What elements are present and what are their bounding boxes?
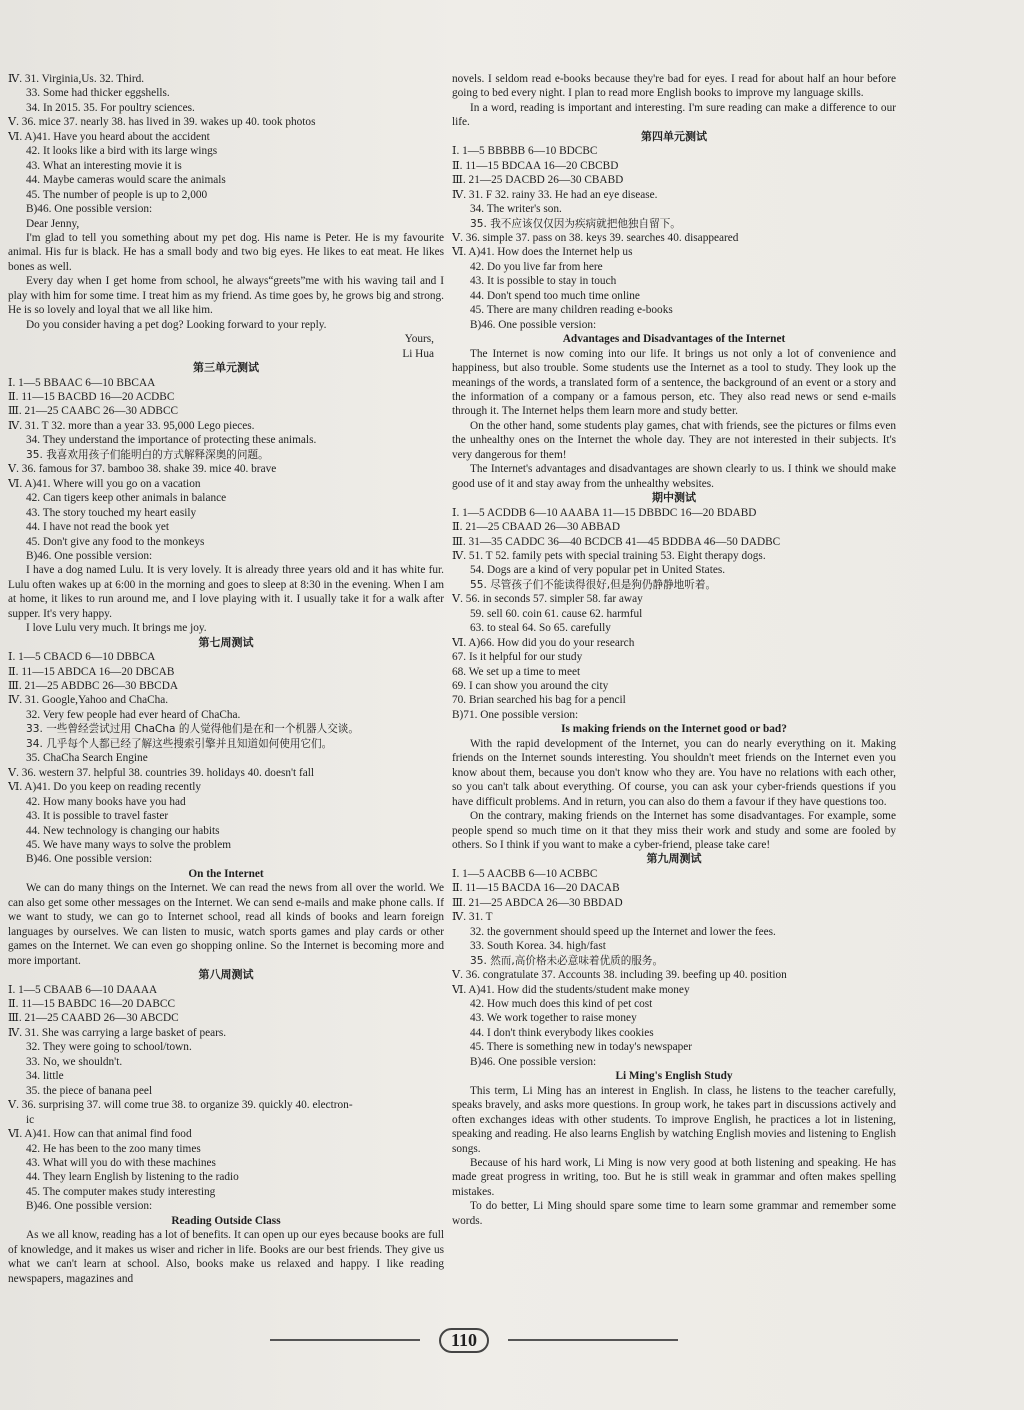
- left-column-line: Reading Outside Class: [171, 1214, 281, 1227]
- left-column-line: B)46. One possible version:: [26, 549, 153, 562]
- right-column-line: Is making friends on the Internet good or bad?: [561, 723, 787, 736]
- left-column-line: Dear Jenny,: [26, 217, 80, 230]
- footer-ornament-left: [270, 1339, 420, 1341]
- left-column-line: 第三单元测试: [193, 361, 259, 375]
- right-column-line: 67. Is it helpful for our study: [452, 651, 583, 664]
- right-column-line: 55. 尽管孩子们不能读得很好,但是狗仍静静地听着。: [470, 578, 717, 591]
- right-column-line: 42. Do you live far from here: [470, 260, 603, 273]
- left-column-line: Ⅲ. 21—25 ABDBC 26—30 BBCDA: [8, 680, 179, 693]
- right-column-line: 63. to steal 64. So 65. carefully: [470, 622, 611, 635]
- right-column-line: 35. 我不应该仅仅因为疾病就把他独自留下。: [470, 217, 681, 230]
- right-column-line: The Internet's advantages and disadvantages are shown clearly to us. I think we should make good use of it and stay away from the unhealthy websites.: [452, 463, 896, 490]
- left-column-line: 34. They understand the importance of protecting these animals.: [26, 434, 317, 447]
- right-column-line: 43. We work together to raise money: [470, 1012, 637, 1025]
- right-column-line: Ⅱ. 21—25 CBAAD 26—30 ABBAD: [452, 521, 621, 534]
- right-column-line: On the contrary, making friends on the Internet has some disadvantages. For example, some people spend so much time on it that they miss their work and study and some are fooled by others. So I think if you want to make a cyber-friend, please take care!: [452, 810, 896, 852]
- left-column-line: 35. ChaCha Search Engine: [26, 752, 148, 765]
- right-column-line: B)71. One possible version:: [452, 708, 579, 721]
- right-column-line: In a word, reading is important and interesting. I'm sure reading can make a difference to our life.: [452, 101, 896, 129]
- left-column-line: 44. They learn English by listening to the radio: [26, 1171, 239, 1184]
- left-column-line: 33. No, we shouldn't.: [26, 1055, 123, 1068]
- left-column-line: Yours,: [404, 333, 434, 346]
- right-column-line: 69. I can show you around the city: [452, 680, 609, 693]
- right-column-line: Ⅳ. 31. F 32. rainy 33. He had an eye disease.: [452, 188, 658, 201]
- left-column-line: Ⅳ. 31. Google,Yahoo and ChaCha.: [8, 694, 169, 707]
- right-column-line: Ⅴ. 56. in seconds 57. simpler 58. far away: [452, 593, 643, 606]
- right-column-line: 44. Don't spend too much time online: [470, 289, 640, 302]
- left-column-line: 44. I have not read the book yet: [26, 521, 170, 534]
- left-column-line: 43. What an interesting movie it is: [26, 159, 182, 172]
- left-column-line: Ⅲ. 21—25 CAABC 26—30 ADBCC: [8, 405, 179, 418]
- left-column-line: Ⅴ. 36. mice 37. nearly 38. has lived in 39. wakes up 40. took photos: [8, 116, 316, 129]
- left-column-line: 45. The computer makes study interesting: [26, 1185, 216, 1198]
- left-column-line: Ⅵ. A)41. How can that animal find food: [8, 1128, 192, 1141]
- left-column-line: Ⅰ. 1—5 BBAAC 6—10 BBCAA: [8, 376, 156, 389]
- right-column-line: 第九周测试: [646, 852, 702, 866]
- left-column-line: ic: [26, 1113, 35, 1126]
- left-column-line: 45. The number of people is up to 2,000: [26, 188, 208, 201]
- right-column-line: Ⅰ. 1—5 ACDDB 6—10 AAABA 11—15 DBBDC 16—20 BDABD: [452, 506, 757, 519]
- right-column-line: 第四单元测试: [641, 129, 707, 143]
- left-column-line: 45. Don't give any food to the monkeys: [26, 535, 205, 548]
- right-column-line: 59. sell 60. coin 61. cause 62. harmful: [470, 607, 643, 620]
- left-column: [8, 72, 444, 1322]
- right-column-line: 34. The writer's son.: [470, 203, 562, 216]
- right-column-line: Ⅰ. 1—5 BBBBB 6—10 BDCBC: [452, 145, 598, 158]
- right-column-line: Ⅲ. 21—25 DACBD 26—30 CBABD: [452, 174, 624, 187]
- left-column-line: Ⅴ. 36. famous for 37. bamboo 38. shake 39. mice 40. brave: [8, 463, 277, 476]
- right-column-line: Ⅴ. 36. congratulate 37. Accounts 38. including 39. beefing up 40. position: [452, 969, 787, 982]
- left-column-line: 42. How many books have you had: [26, 795, 186, 808]
- left-column-line: 32. Very few people had ever heard of ChaCha.: [26, 708, 241, 721]
- right-column-line: 33. South Korea. 34. high/fast: [470, 940, 606, 953]
- left-column-line: Ⅵ. A)41. Do you keep on reading recently: [8, 781, 202, 794]
- left-column-line: 42. It looks like a bird with its large wings: [26, 145, 218, 158]
- right-column-line: Because of his hard work, Li Ming is now very good at both listening and speaking. He has made great progress in writing, too. But he is still weak in grammar and often makes spelling mistakes.: [452, 1156, 896, 1198]
- right-column-line: This term, Li Ming has an interest in English. In class, he listens to the teacher carefully, speaks bravely, and asks more questions. In group work, he takes part in discussions actively and often exchanges ideas with other students. To improve English, he practices a lot in listening, speaking and reading. He also learns English by watching English movies and listening to English songs.: [452, 1084, 896, 1155]
- left-column-line: Every day when I get home from school, he always“greets”me with his waving tail and I play with him for some time. I treat him as my friend. As time goes by, he grows big and strong. He is so lovely and loyal that we all like him.: [8, 275, 444, 317]
- left-column-line: 35. 我喜欢用孩子们能明白的方式解释深奥的问题。: [26, 448, 269, 461]
- footer-ornament-right: [508, 1339, 678, 1341]
- right-column-line: 45. There are many children reading e-books: [470, 304, 673, 317]
- left-column-line: 第八周测试: [198, 968, 254, 982]
- right-column-line: Advantages and Disadvantages of the Internet: [562, 333, 786, 346]
- right-column-line: The Internet is now coming into our life. It brings us not only a lot of convenience and happiness, but also trouble. Some students use the Internet as a tool to study. They look up the meanings of the words, a translated form of a sentence, the background of an event or a story and the information of a company or a famous person, etc. They also read news or send e-mails through it. The Internet helps them learn more and study better.: [452, 347, 896, 418]
- right-column-line: 35. 然而,高价格未必意味着优质的服务。: [470, 954, 664, 967]
- right-column-line: Ⅵ. A)41. How does the Internet help us: [452, 246, 633, 259]
- right-column-line: Ⅳ. 31. T: [452, 911, 493, 924]
- left-column-line: Ⅱ. 11—15 BABDC 16—20 DABCC: [8, 998, 176, 1010]
- left-column-line: Do you consider having a pet dog? Looking forward to your reply.: [26, 318, 327, 331]
- right-column-line: 44. I don't think everybody likes cookies: [470, 1026, 654, 1039]
- right-column-line: Ⅵ. A)66. How did you do your research: [452, 636, 635, 649]
- left-column-line: I'm glad to tell you something about my pet dog. His name is Peter. He is my favourite animal. His fur is black. He has a small body and two big eyes. He likes to eat meat. He likes bones as well.: [8, 231, 444, 273]
- right-column-line: 32. the government should speed up the Internet and lower the fees.: [470, 925, 776, 938]
- left-column-line: 32. They were going to school/town.: [26, 1041, 192, 1054]
- left-column-line: 43. The story touched my heart easily: [26, 506, 197, 519]
- right-column-line: 70. Brian searched his bag for a pencil: [452, 694, 626, 707]
- right-column-line: Ⅲ. 21—25 ABDCA 26—30 BBDAD: [452, 896, 623, 909]
- left-column-line: 第七周测试: [198, 635, 254, 649]
- left-column-line: B)46. One possible version:: [26, 203, 153, 216]
- left-column-line: 34. little: [26, 1070, 64, 1083]
- left-column-line: Ⅲ. 21—25 CAABD 26—30 ABCDC: [8, 1012, 179, 1025]
- right-column-line: 54. Dogs are a kind of very popular pet in United States.: [470, 564, 726, 577]
- left-column-line: Ⅱ. 11—15 BACBD 16—20 ACDBC: [8, 390, 175, 403]
- right-column-line: Ⅱ. 11—15 BACDA 16—20 DACAB: [452, 882, 620, 895]
- page-footer: [0, 1326, 1024, 1356]
- right-column-line: Ⅲ. 31—35 CADDC 36—40 BCDCB 41—45 BDDBA 46—50 DADBC: [452, 535, 781, 548]
- right-column-line: Ⅳ. 51. T 52. family pets with special training 53. Eight therapy dogs.: [452, 549, 766, 562]
- left-column-line: 34. 几乎每个人都已经了解这些搜索引擎并且知道如何使用它们。: [26, 737, 333, 750]
- left-column-line: 44. Maybe cameras would scare the animals: [26, 174, 226, 187]
- right-column-line: 期中测试: [652, 491, 696, 505]
- left-column-line: As we all know, reading has a lot of benefits. It can open up our eyes because books are full of knowledge, and it makes us wiser and richer in life. Books are our best friends. They give us what we can't learn at school. Also, books make us relaxed and happy. I like reading newspapers, magazines and: [8, 1229, 444, 1285]
- right-column-line: Li Ming's English Study: [615, 1070, 733, 1083]
- left-column-line: Ⅰ. 1—5 CBACD 6—10 DBBCA: [8, 651, 156, 664]
- right-column-line: 43. It is possible to stay in touch: [470, 275, 617, 288]
- left-column-line: 44. New technology is changing our habits: [26, 824, 220, 837]
- right-column-line: With the rapid development of the Internet, you can do nearly everything on it. Making friends on the Internet sounds interesting. You shouldn't meet friends on the Internet even you know about them, because you don't know who they are. You have no relations with each other, so you can't talk about everything. Of course, you can ask your cyber-friends questions if you have difficult problems. And in return, you can also do them a favour if they have questions too.: [452, 737, 896, 808]
- left-column-line: We can do many things on the Internet. We can read the news from all over the world. We can also get some other messages on the Internet. We can send e-mails and make phone calls. If we want to study, we can go to Internet school, read all kinds of books and learn foreign languages by ourselves. We can listen to music, watch sports games and play cards or other games on the Internet. We can even go shopping online. So the Internet is becoming more and more important.: [8, 882, 444, 967]
- left-column-line: Ⅳ. 31. T 32. more than a year 33. 95,000 Lego pieces.: [8, 419, 255, 432]
- right-column-line: 45. There is something new in today's newspaper: [470, 1041, 693, 1054]
- right-column-line: B)46. One possible version:: [470, 1055, 597, 1068]
- page-number-label: 110: [439, 1328, 489, 1353]
- right-column-line: Ⅴ. 36. simple 37. pass on 38. keys 39. searches 40. disappeared: [452, 231, 739, 244]
- left-column-line: Ⅴ. 36. surprising 37. will come true 38. to organize 39. quickly 40. electron-: [8, 1099, 353, 1112]
- left-column-line: Ⅱ. 11—15 ABDCA 16—20 DBCAB: [8, 665, 175, 678]
- left-column-line: Ⅰ. 1—5 CBAAB 6—10 DAAAA: [8, 983, 158, 996]
- left-column-line: I love Lulu very much. It brings me joy.: [26, 622, 207, 635]
- left-column-line: 43. It is possible to travel faster: [26, 810, 169, 823]
- left-column-line: On the Internet: [188, 867, 264, 880]
- left-column-line: Li Hua: [402, 347, 434, 360]
- left-column-line: 33. 一些曾经尝试过用 ChaCha 的人觉得他们是在和一个机器人交谈。: [26, 723, 359, 736]
- page-number: [426, 1328, 502, 1353]
- left-column-line: Ⅵ. A)41. Where will you go on a vacation: [8, 477, 201, 490]
- right-column-line: 68. We set up a time to meet: [452, 665, 581, 678]
- left-column-line: I have a dog named Lulu. It is very lovely. It is already three years old and it has white fur. Lulu often wakes up at 6:00 in the morning and goes to sleep at 8:30 in the evening. When I am at home, it likes to run around me, and I love playing with it. I usually take it for a walk after supper. It's very happy.: [8, 564, 444, 620]
- left-column-line: 34. In 2015. 35. For poultry sciences.: [26, 101, 195, 114]
- left-column-line: Ⅳ. 31. She was carrying a large basket of pears.: [8, 1026, 227, 1039]
- right-column-line: B)46. One possible version:: [470, 318, 597, 331]
- left-column-line: 45. We have many ways to solve the problem: [26, 839, 232, 852]
- left-column-line: B)46. One possible version:: [26, 1200, 153, 1213]
- left-column-line: Ⅴ. 36. western 37. helpful 38. countries 39. holidays 40. doesn't fall: [8, 766, 315, 779]
- left-column-line: Ⅳ. 31. Virginia,Us. 32. Third.: [8, 73, 145, 85]
- left-column-line: 42. Can tigers keep other animals in balance: [26, 492, 227, 505]
- left-column-line: 35. the piece of banana peel: [26, 1084, 153, 1097]
- left-column-line: B)46. One possible version:: [26, 853, 153, 866]
- right-column: [452, 72, 896, 1322]
- right-column-line: On the other hand, some students play games, chat with friends, see the pictures or films even the unhealthy ones on the Internet the whole day. They are not interested in their subjects. It's very dangerous for them!: [452, 419, 896, 461]
- right-column-line: Ⅵ. A)41. How did the students/student make money: [452, 983, 690, 996]
- right-column-line: To do better, Li Ming should spare some time to learn some grammar and remember some words.: [452, 1200, 896, 1227]
- right-column-line: novels. I seldom read e-books because they're bad for eyes. I read for about half an hour before going to bed every night. I plan to read more English books to improve my language skills.: [452, 73, 896, 100]
- left-column-line: 43. What will you do with these machines: [26, 1156, 216, 1169]
- left-column-line: 42. He has been to the zoo many times: [26, 1142, 201, 1155]
- right-column-line: Ⅰ. 1—5 AACBB 6—10 ACBBC: [452, 867, 598, 880]
- right-column-line: Ⅱ. 11—15 BDCAA 16—20 CBCBD: [452, 159, 619, 172]
- right-column-line: 42. How much does this kind of pet cost: [470, 998, 653, 1010]
- left-column-line: 33. Some had thicker eggshells.: [26, 87, 170, 100]
- left-column-line: Ⅵ. A)41. Have you heard about the accident: [8, 130, 210, 143]
